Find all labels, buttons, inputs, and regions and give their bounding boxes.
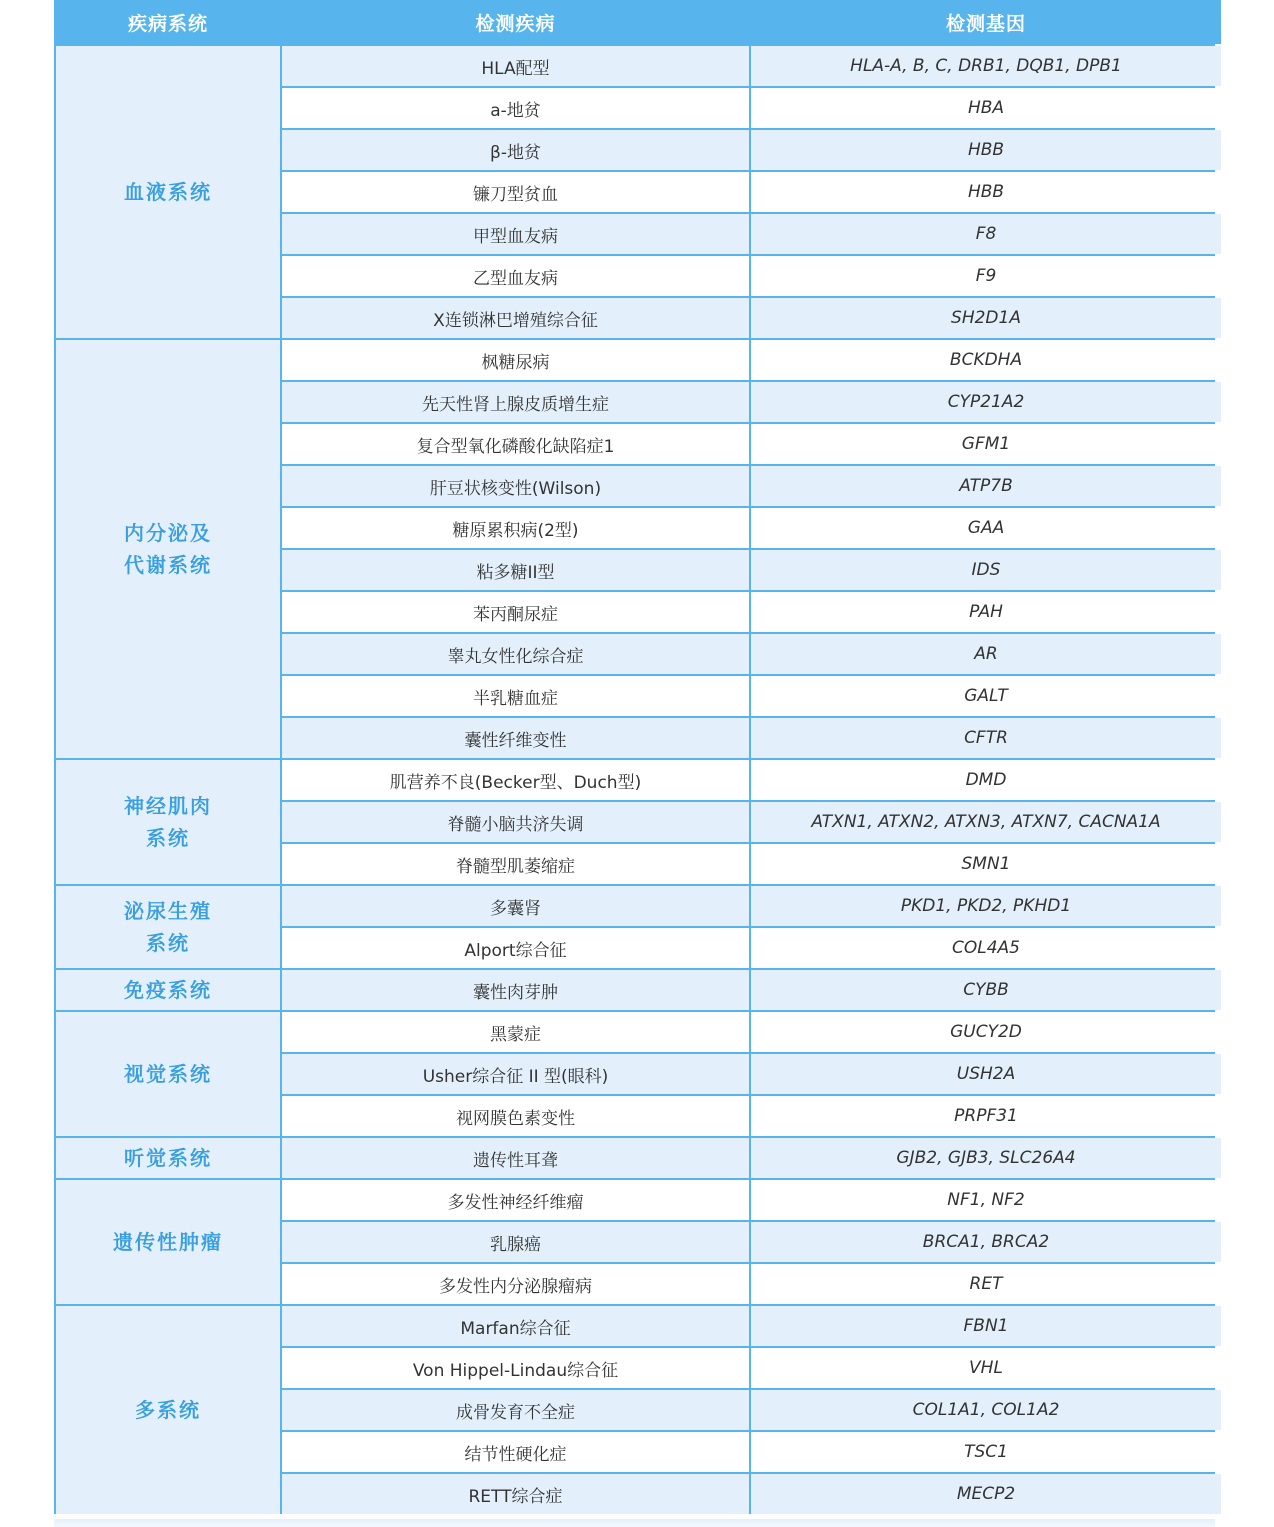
- gene-cell: NF1, NF2: [751, 1180, 1221, 1220]
- gene-cell: HBB: [751, 130, 1221, 170]
- gene-cell: RET: [751, 1264, 1221, 1304]
- disease-cell: 糖原累积病(2型): [282, 508, 749, 548]
- disease-cell: Marfan综合征: [282, 1306, 749, 1346]
- system-cell: 内分泌及 代谢系统: [56, 340, 280, 758]
- disease-cell: 囊性肉芽肿: [282, 970, 749, 1010]
- system-cell: 听觉系统: [56, 1138, 280, 1178]
- header-system: 疾病系统: [56, 0, 280, 44]
- disease-cell: RETT综合症: [282, 1474, 749, 1514]
- system-cell: 神经肌肉 系统: [56, 760, 280, 884]
- gene-cell: GAA: [751, 508, 1221, 548]
- gene-cell: CYBB: [751, 970, 1221, 1010]
- system-cell: 泌尿生殖 系统: [56, 886, 280, 968]
- disease-cell: 脊髓小脑共济失调: [282, 802, 749, 842]
- gene-cell: USH2A: [751, 1054, 1221, 1094]
- gene-cell: SMN1: [751, 844, 1221, 884]
- header-gene: 检测基因: [751, 0, 1221, 44]
- disease-cell: 睾丸女性化综合症: [282, 634, 749, 674]
- disease-cell: a-地贫: [282, 88, 749, 128]
- gene-cell: F9: [751, 256, 1221, 296]
- disease-cell: 结节性硬化症: [282, 1432, 749, 1472]
- gene-cell: GJB2, GJB3, SLC26A4: [751, 1138, 1221, 1178]
- disease-cell: Alport综合征: [282, 928, 749, 968]
- system-cell: 多系统: [56, 1306, 280, 1514]
- gene-cell: BCKDHA: [751, 340, 1221, 380]
- disease-cell: HLA配型: [282, 46, 749, 86]
- disease-cell: 多发性内分泌腺瘤病: [282, 1264, 749, 1304]
- disease-cell: 囊性纤维变性: [282, 718, 749, 758]
- disease-cell: 肝豆状核变性(Wilson): [282, 466, 749, 506]
- gene-cell: HBA: [751, 88, 1221, 128]
- disease-cell: 先天性肾上腺皮质增生症: [282, 382, 749, 422]
- disease-cell: 苯丙酮尿症: [282, 592, 749, 632]
- system-cell: 视觉系统: [56, 1012, 280, 1136]
- gene-cell: PRPF31: [751, 1096, 1221, 1136]
- gene-cell: GALT: [751, 676, 1221, 716]
- gene-cell: SH2D1A: [751, 298, 1221, 338]
- disease-cell: 复合型氧化磷酸化缺陷症1: [282, 424, 749, 464]
- disease-cell: 黑蒙症: [282, 1012, 749, 1052]
- gene-cell: COL1A1, COL1A2: [751, 1390, 1221, 1430]
- disease-cell: 脊髓型肌萎缩症: [282, 844, 749, 884]
- disease-cell: Usher综合征 II 型(眼科): [282, 1054, 749, 1094]
- disease-cell: 枫糖尿病: [282, 340, 749, 380]
- gene-cell: VHL: [751, 1348, 1221, 1388]
- gene-cell: GFM1: [751, 424, 1221, 464]
- disease-cell: 镰刀型贫血: [282, 172, 749, 212]
- disease-cell: 遗传性耳聋: [282, 1138, 749, 1178]
- table-continuation: [54, 1519, 1215, 1527]
- disease-cell: 视网膜色素变性: [282, 1096, 749, 1136]
- gene-cell: COL4A5: [751, 928, 1221, 968]
- gene-cell: PAH: [751, 592, 1221, 632]
- system-cell: 遗传性肿瘤: [56, 1180, 280, 1304]
- gene-cell: F8: [751, 214, 1221, 254]
- disease-cell: 成骨发育不全症: [282, 1390, 749, 1430]
- disease-cell: 半乳糖血症: [282, 676, 749, 716]
- disease-cell: 多发性神经纤维瘤: [282, 1180, 749, 1220]
- gene-test-table: [54, 0, 1215, 1514]
- gene-cell: FBN1: [751, 1306, 1221, 1346]
- disease-cell: 乙型血友病: [282, 256, 749, 296]
- gene-cell: ATXN1, ATXN2, ATXN3, ATXN7, CACNA1A: [751, 802, 1221, 842]
- disease-cell: 甲型血友病: [282, 214, 749, 254]
- disease-cell: β-地贫: [282, 130, 749, 170]
- gene-cell: AR: [751, 634, 1221, 674]
- gene-cell: BRCA1, BRCA2: [751, 1222, 1221, 1262]
- gene-cell: PKD1, PKD2, PKHD1: [751, 886, 1221, 926]
- disease-cell: Von Hippel-Lindau综合征: [282, 1348, 749, 1388]
- gene-cell: GUCY2D: [751, 1012, 1221, 1052]
- header-disease: 检测疾病: [282, 0, 749, 44]
- disease-cell: 粘多糖II型: [282, 550, 749, 590]
- gene-cell: HBB: [751, 172, 1221, 212]
- gene-cell: TSC1: [751, 1432, 1221, 1472]
- disease-cell: X连锁淋巴增殖综合征: [282, 298, 749, 338]
- disease-cell: 多囊肾: [282, 886, 749, 926]
- system-cell: 免疫系统: [56, 970, 280, 1010]
- gene-cell: DMD: [751, 760, 1221, 800]
- disease-cell: 乳腺癌: [282, 1222, 749, 1262]
- gene-cell: HLA-A, B, C, DRB1, DQB1, DPB1: [751, 46, 1221, 86]
- gene-cell: ATP7B: [751, 466, 1221, 506]
- gene-cell: MECP2: [751, 1474, 1221, 1514]
- system-cell: 血液系统: [56, 46, 280, 338]
- gene-cell: CFTR: [751, 718, 1221, 758]
- gene-cell: IDS: [751, 550, 1221, 590]
- disease-cell: 肌营养不良(Becker型、Duch型): [282, 760, 749, 800]
- gene-cell: CYP21A2: [751, 382, 1221, 422]
